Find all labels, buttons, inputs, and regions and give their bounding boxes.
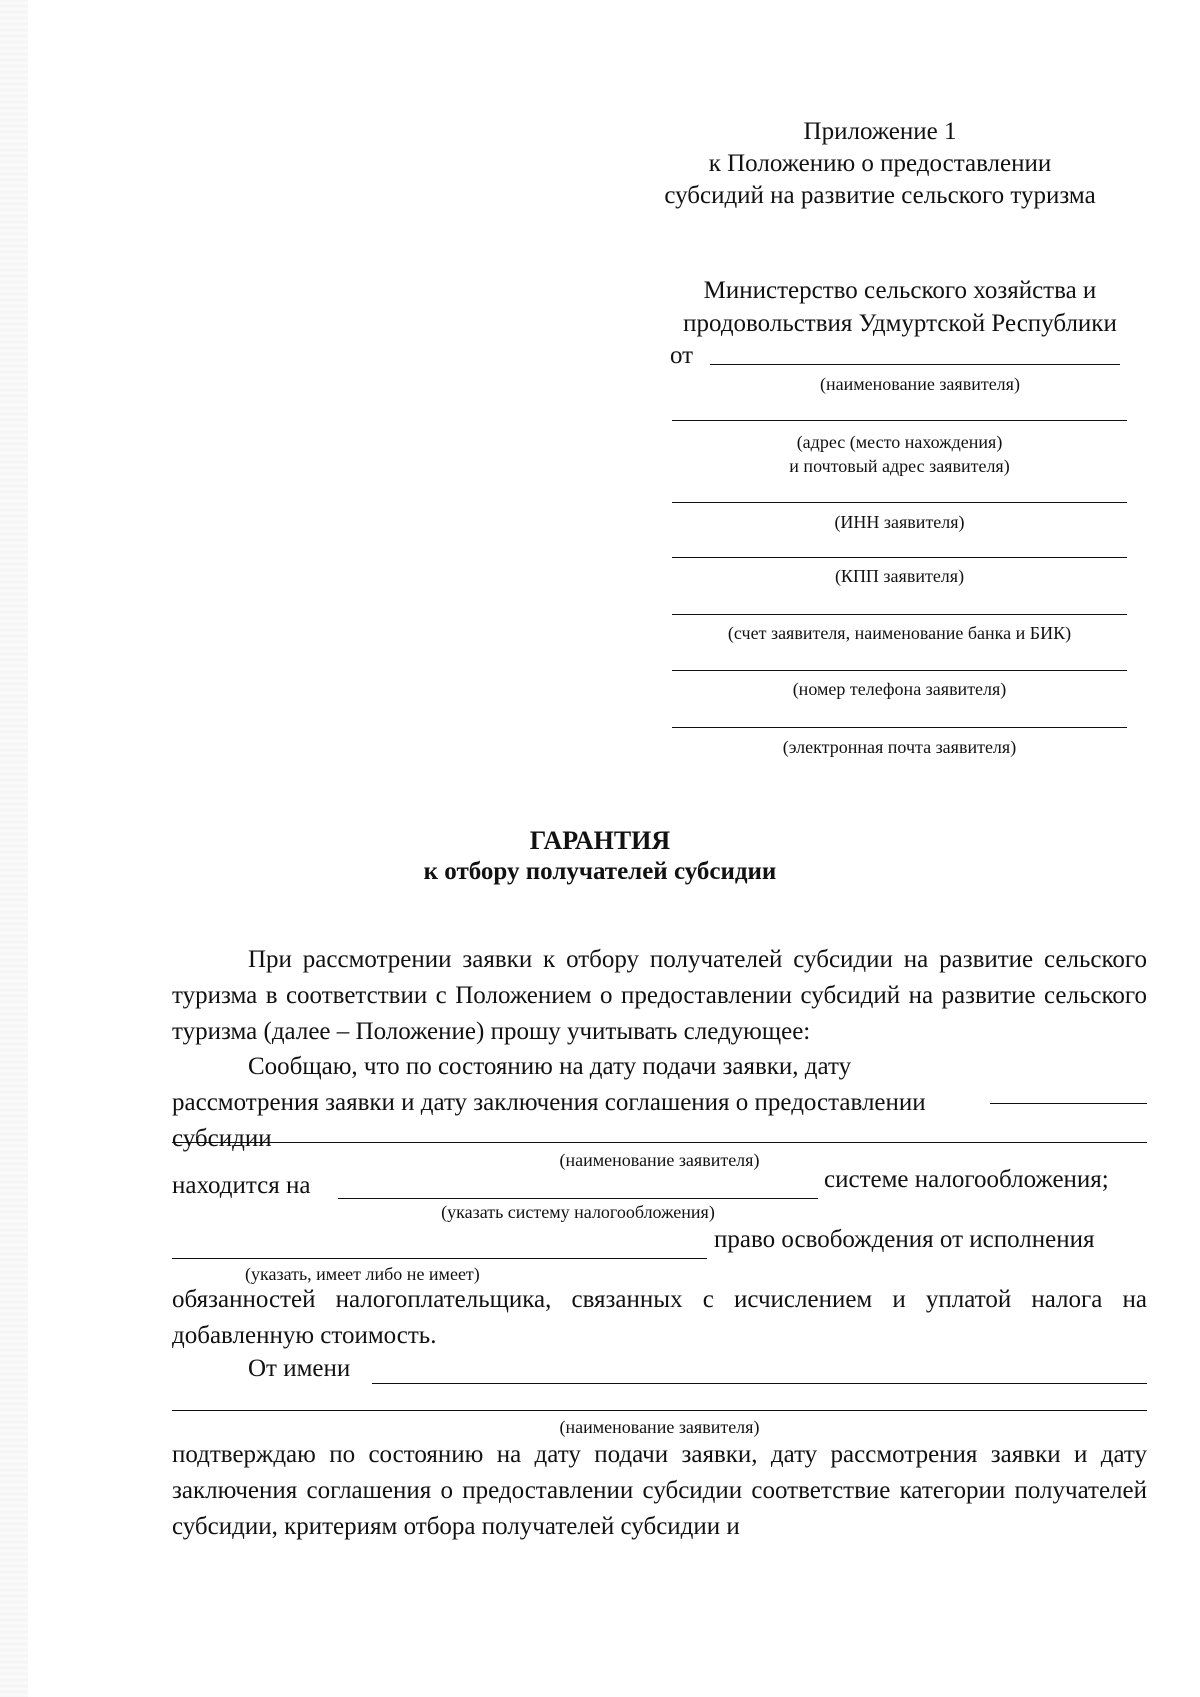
account-field[interactable] bbox=[672, 614, 1127, 615]
document-title: ГАРАНТИЯ bbox=[529, 826, 671, 855]
exemption-caption: (указать, имеет либо не имеет) bbox=[245, 1264, 480, 1284]
applicant-name-field[interactable] bbox=[710, 364, 1120, 365]
paragraph-confirmation bbox=[172, 1437, 1147, 1545]
phone-field[interactable] bbox=[672, 670, 1127, 671]
account-caption: (счет заявителя, наименование банка и БИК) bbox=[727, 623, 1072, 643]
statement-text: Сообщаю, что по состоянию на дату подачи заявки, дату рассмотрения заявки и дату заключения соглашения о предоставлении субсидии bbox=[172, 1053, 926, 1152]
applicant-caption-2: (наименование заявителя) bbox=[559, 1417, 760, 1437]
tax-system-suffix: системе налогообложения; bbox=[824, 1166, 1109, 1193]
paragraph-intro bbox=[172, 942, 1147, 1050]
appendix-line-3: субсидий на развитие сельского туризма bbox=[664, 182, 1096, 209]
appendix-line-1: Приложение 1 bbox=[803, 118, 957, 145]
addressee-block bbox=[640, 274, 1160, 340]
inn-caption: (ИНН заявителя) bbox=[834, 512, 965, 532]
on-behalf-field[interactable] bbox=[372, 1383, 1147, 1384]
email-field[interactable] bbox=[672, 727, 1127, 728]
on-behalf-label: От имени bbox=[248, 1355, 351, 1382]
addressee-line-2: продовольствия Удмуртской Республики bbox=[683, 310, 1117, 337]
address-caption-2: и почтовый адрес заявителя) bbox=[789, 456, 1010, 476]
phone-caption: (номер телефона заявителя) bbox=[792, 679, 1007, 699]
appendix-line-2: к Положению о предоставлении bbox=[708, 150, 1052, 177]
applicant-name-inline-field[interactable] bbox=[990, 1103, 1147, 1104]
inn-field[interactable] bbox=[672, 502, 1127, 503]
kpp-field[interactable] bbox=[672, 557, 1127, 558]
address-caption-1: (адрес (место нахождения) bbox=[796, 432, 1003, 452]
exemption-suffix: право освобождения от исполнения bbox=[714, 1226, 1095, 1253]
on-behalf-full-field[interactable] bbox=[172, 1410, 1147, 1411]
paragraph-statement bbox=[172, 1049, 972, 1157]
located-on-label: находится на bbox=[172, 1172, 311, 1199]
exemption-field[interactable] bbox=[172, 1258, 707, 1259]
email-caption: (электронная почта заявителя) bbox=[782, 737, 1017, 757]
tax-system-field[interactable] bbox=[338, 1198, 818, 1199]
addressee-line-1: Министерство сельского хозяйства и bbox=[703, 277, 1097, 304]
intro-text: При рассмотрении заявки к отбору получателей субсидии на развитие сельского туризма в соответствии с Положением о предоставлении субсидий на развитие сельского туризма (далее – Положение) прошу учитывать следующее: bbox=[172, 946, 1147, 1045]
document-subtitle: к отбору получателей субсидии bbox=[423, 858, 777, 885]
appendix-header bbox=[600, 116, 1160, 212]
kpp-caption: (КПП заявителя) bbox=[834, 566, 965, 586]
applicant-address-field[interactable] bbox=[672, 420, 1127, 421]
tax-system-caption: (указать систему налогообложения) bbox=[441, 1202, 715, 1222]
applicant-name-caption: (наименование заявителя) bbox=[820, 374, 1020, 394]
applicant-name-full-field[interactable] bbox=[172, 1142, 1147, 1143]
confirmation-text: подтверждаю по состоянию на дату подачи заявки, дату рассмотрения заявки и дату заключения соглашения о предоставлении субсидии соответствие категории получателей субсидии, критериям отбора получателей субсидии и bbox=[172, 1441, 1147, 1540]
paragraph-obligations bbox=[172, 1282, 1147, 1354]
from-label: от bbox=[670, 342, 694, 369]
obligations-text: обязанностей налогоплательщика, связанных с исчислением и уплатой налога на добавленную стоимость. bbox=[172, 1286, 1147, 1349]
applicant-caption: (наименование заявителя) bbox=[559, 1150, 760, 1170]
